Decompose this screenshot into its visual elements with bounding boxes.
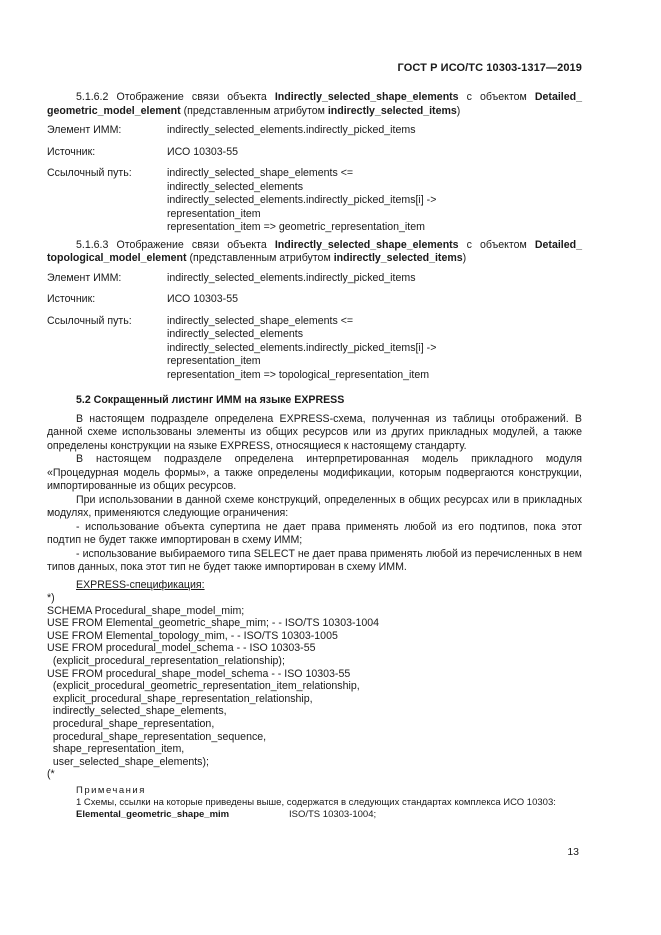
reference-path: indirectly_selected_shape_elements <= indirectly_selected_elements indirectly_selected_elements.indirectly_picked_items[i] -> representation_item representation_item => geometric_representation_item (167, 167, 437, 233)
source-row: Источник: ИСО 10303-55 (47, 293, 238, 305)
document-header: ГОСТ Р ИСО/ТС 10303-1317—2019 (397, 62, 582, 74)
reference-path-row: Ссылочный путь: indirectly_selected_shape_elements <= indirectly_selected_elements indirectly_selected_elements.indirectly_picked_items[i] -> representation_item representation_item => geometric_representation_item (47, 167, 582, 235)
paragraph: - использование выбираемого типа SELECT не дает права применять любой из перечисленных в нем типов данных, пока этот тип не будет также импортирован в схему ИММ. (47, 547, 582, 573)
section-5-1-6-2-title: 5.1.6.2 Отображение связи объекта Indirectly_selected_shape_elements с объектом Detailed_ geometric_model_element (представленным атрибутом indirectly_selected_items) (47, 91, 582, 117)
paragraph: При использовании в данной схеме конструкций, определенных в общих ресурсах или в прикладных модулях, применяются следующие ограничения: (47, 493, 582, 519)
express-spec-label: EXPRESS-спецификация: (76, 578, 205, 591)
section-5-1-6-3-title: 5.1.6.3 Отображение связи объекта Indirectly_selected_shape_elements с объектом Detailed_ topological_model_element (представленным атрибутом indirectly_selected_items) (47, 238, 582, 264)
source-row: Источник: ИСО 10303-55 (47, 145, 238, 158)
note-1: 1 Схемы, ссылки на которые приведены выше, содержатся в следующих стандартах комплекса ИСО 10303: (76, 796, 556, 808)
imm-element-row: Элемент ИММ: indirectly_selected_elements.indirectly_picked_items (47, 124, 416, 136)
page-content (47, 91, 582, 821)
paragraph: В настоящем подразделе определена интерпретированная модель прикладного модуля «Процедурная модель формы», а также определены модификации, которым подвергаются конструкции, импортированные из общих ресурсов. (47, 453, 582, 492)
notes-block (76, 785, 582, 821)
express-code-block: *) SCHEMA Procedural_shape_model_mim; USE FROM Elemental_geometric_shape_mim; - - ISO/TS 10303-1004 USE FROM Elemental_topology_mim, - - ISO/TS 10303-1005 USE FROM procedural_model_schema - - ISO 10303-55 (explicit_procedural_representation_relationship); USE FROM procedural_shape_model_schema - - ISO 10303-55 (explicit_procedural_geometric_representation_item_relationship, explicit_procedural_shape_representation_relationship, indirectly_selected_shape_elements, procedural_shape_representation, procedural_shape_representation_sequence, shape_representation_item, user_selected_shape_elements); (* (47, 592, 380, 781)
reference-path: indirectly_selected_shape_elements <= indirectly_selected_elements indirectly_selected_elements.indirectly_picked_items[i] -> representation_item representation_item => topological_representation_item (167, 314, 437, 381)
page-number: 13 (567, 846, 579, 858)
reference-path-row: Ссылочный путь: indirectly_selected_shape_elements <= indirectly_selected_elements indirectly_selected_elements.indirectly_picked_items[i] -> representation_item representation_item => topological_representation_item (47, 315, 582, 383)
paragraph: В настоящем подразделе определена EXPRESS-схема, полученная из таблицы отображений. В данной схеме использованы элементы из общих ресурсов или из других прикладных модулей, а также определены конструкции на языке EXPRESS, относящиеся к настоящему стандарту. (47, 412, 582, 452)
section-5-2-heading: 5.2 Сокращенный листинг ИММ на языке EXPRESS (76, 394, 345, 406)
paragraph: - использование объекта супертипа не дает права применять любой из его подтипов, пока этот подтип не будет также импортирован в схему ИММ; (47, 520, 582, 546)
notes-title: Примечания (76, 784, 146, 796)
imm-element-row: Элемент ИММ: indirectly_selected_elements.indirectly_picked_items (47, 271, 416, 284)
note-reference-row: Elemental_geometric_shape_mim ISO/TS 10303-1004; (76, 808, 377, 820)
